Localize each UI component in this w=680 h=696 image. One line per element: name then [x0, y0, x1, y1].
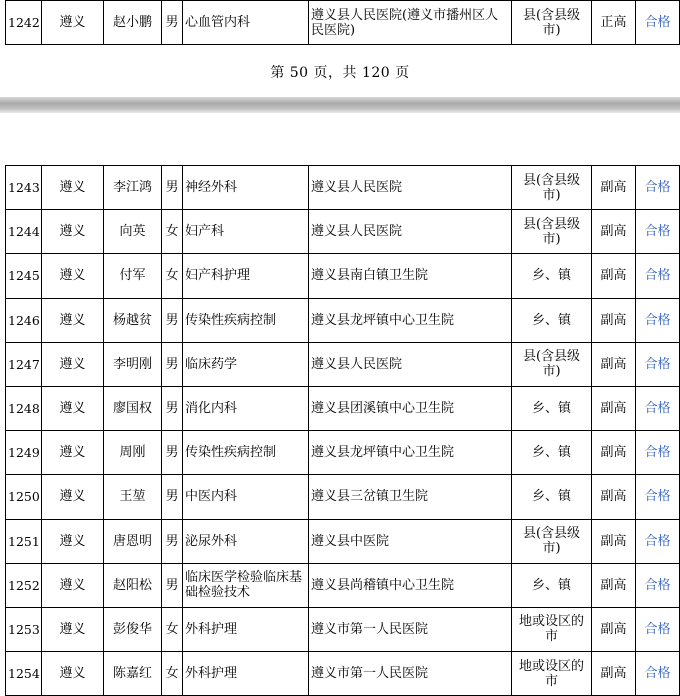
cell-result: 合格 [636, 298, 680, 342]
cell-person-name: 周刚 [104, 431, 162, 475]
cell-gender: 男 [162, 563, 183, 607]
cell-work-unit: 遵义县三岔镇卫生院 [309, 475, 512, 519]
results-table [5, 165, 680, 696]
cell-unit-level: 乡、镇 [512, 298, 592, 342]
cell-result: 合格 [636, 563, 680, 607]
cell-result: 合格 [636, 607, 680, 651]
table-row [6, 1, 680, 45]
cell-specialty: 消化内科 [183, 386, 309, 430]
cell-region: 遵义 [42, 431, 104, 475]
cell-title-level: 副高 [592, 652, 636, 696]
cell-region: 遵义 [42, 210, 104, 254]
cell-person-name: 李明刚 [104, 342, 162, 386]
cell-unit-level: 乡、镇 [512, 475, 592, 519]
cell-title-level: 副高 [592, 254, 636, 298]
cell-specialty: 心血管内科 [183, 1, 309, 45]
cell-serial-number: 1242 [6, 1, 42, 45]
cell-result: 合格 [636, 1, 680, 45]
cell-result: 合格 [636, 210, 680, 254]
cell-unit-level: 地或设区的市 [512, 652, 592, 696]
cell-work-unit: 遵义市第一人民医院 [309, 607, 512, 651]
cell-unit-level: 县(含县级市) [512, 519, 592, 563]
cell-result: 合格 [636, 475, 680, 519]
cell-specialty: 传染性疾病控制 [183, 298, 309, 342]
cell-serial-number: 1250 [6, 475, 42, 519]
cell-gender: 男 [162, 342, 183, 386]
cell-gender: 女 [162, 652, 183, 696]
cell-serial-number: 1254 [6, 652, 42, 696]
cell-result: 合格 [636, 386, 680, 430]
cell-work-unit: 遵义县龙坪镇中心卫生院 [309, 298, 512, 342]
cell-person-name: 唐恩明 [104, 519, 162, 563]
table-row [6, 519, 680, 563]
table-row [6, 652, 680, 696]
cell-gender: 男 [162, 166, 183, 210]
cell-serial-number: 1247 [6, 342, 42, 386]
cell-person-name: 王堃 [104, 475, 162, 519]
cell-title-level: 副高 [592, 298, 636, 342]
cell-region: 遵义 [42, 519, 104, 563]
cell-specialty: 外科护理 [183, 607, 309, 651]
cell-title-level: 副高 [592, 519, 636, 563]
cell-gender: 男 [162, 431, 183, 475]
cell-gender: 男 [162, 386, 183, 430]
cell-title-level: 正高 [592, 1, 636, 45]
cell-region: 遵义 [42, 166, 104, 210]
cell-work-unit: 遵义县人民医院 [309, 166, 512, 210]
cell-gender: 男 [162, 475, 183, 519]
cell-region: 遵义 [42, 386, 104, 430]
cell-region: 遵义 [42, 607, 104, 651]
cell-specialty: 临床医学检验临床基础检验技术 [183, 563, 309, 607]
cell-serial-number: 1248 [6, 386, 42, 430]
cell-work-unit: 遵义市第一人民医院 [309, 652, 512, 696]
cell-person-name: 廖国权 [104, 386, 162, 430]
cell-region: 遵义 [42, 652, 104, 696]
cell-specialty: 外科护理 [183, 652, 309, 696]
table-row [6, 166, 680, 210]
cell-person-name: 向英 [104, 210, 162, 254]
cell-result: 合格 [636, 431, 680, 475]
cell-work-unit: 遵义县中医院 [309, 519, 512, 563]
cell-work-unit: 遵义县龙坪镇中心卫生院 [309, 431, 512, 475]
cell-serial-number: 1249 [6, 431, 42, 475]
table-row [6, 431, 680, 475]
cell-person-name: 彭俊华 [104, 607, 162, 651]
cell-result: 合格 [636, 254, 680, 298]
cell-title-level: 副高 [592, 210, 636, 254]
cell-title-level: 副高 [592, 342, 636, 386]
cell-serial-number: 1245 [6, 254, 42, 298]
cell-serial-number: 1253 [6, 607, 42, 651]
cell-work-unit: 遵义县尚稽镇中心卫生院 [309, 563, 512, 607]
cell-result: 合格 [636, 166, 680, 210]
page-number: 第 50 页，共 120 页 [270, 65, 410, 81]
cell-serial-number: 1251 [6, 519, 42, 563]
cell-title-level: 副高 [592, 563, 636, 607]
cell-specialty: 传染性疾病控制 [183, 431, 309, 475]
cell-result: 合格 [636, 652, 680, 696]
cell-specialty: 中医内科 [183, 475, 309, 519]
cell-serial-number: 1252 [6, 563, 42, 607]
cell-unit-level: 乡、镇 [512, 431, 592, 475]
cell-title-level: 副高 [592, 607, 636, 651]
table-row [6, 386, 680, 430]
cell-region: 遵义 [42, 563, 104, 607]
cell-gender: 女 [162, 210, 183, 254]
cell-work-unit: 遵义县人民医院 [309, 210, 512, 254]
cell-work-unit: 遵义县人民医院(遵义市播州区人民医院) [309, 1, 512, 45]
cell-serial-number: 1243 [6, 166, 42, 210]
cell-unit-level: 县(含县级市) [512, 166, 592, 210]
cell-unit-level: 乡、镇 [512, 386, 592, 430]
table-row [6, 607, 680, 651]
table-row [6, 210, 680, 254]
cell-specialty: 妇产科护理 [183, 254, 309, 298]
cell-person-name: 赵小鹏 [104, 1, 162, 45]
cell-result: 合格 [636, 519, 680, 563]
cell-work-unit: 遵义县南白镇卫生院 [309, 254, 512, 298]
table-row [6, 475, 680, 519]
cell-specialty: 妇产科 [183, 210, 309, 254]
cell-title-level: 副高 [592, 475, 636, 519]
cell-unit-level: 地或设区的市 [512, 607, 592, 651]
cell-person-name: 李江鸿 [104, 166, 162, 210]
cell-gender: 男 [162, 1, 183, 45]
cell-specialty: 神经外科 [183, 166, 309, 210]
cell-region: 遵义 [42, 342, 104, 386]
cell-person-name: 杨越贫 [104, 298, 162, 342]
cell-specialty: 临床药学 [183, 342, 309, 386]
cell-serial-number: 1246 [6, 298, 42, 342]
cell-title-level: 副高 [592, 431, 636, 475]
cell-region: 遵义 [42, 475, 104, 519]
results-table-top [5, 0, 680, 45]
table-row [6, 563, 680, 607]
cell-serial-number: 1244 [6, 210, 42, 254]
table-row [6, 254, 680, 298]
cell-person-name: 付军 [104, 254, 162, 298]
cell-work-unit: 遵义县团溪镇中心卫生院 [309, 386, 512, 430]
cell-region: 遵义 [42, 298, 104, 342]
cell-title-level: 副高 [592, 166, 636, 210]
cell-unit-level: 县(含县级市) [512, 1, 592, 45]
cell-person-name: 陈嘉红 [104, 652, 162, 696]
cell-region: 遵义 [42, 254, 104, 298]
cell-unit-level: 乡、镇 [512, 254, 592, 298]
cell-work-unit: 遵义县人民医院 [309, 342, 512, 386]
table-row [6, 298, 680, 342]
cell-gender: 女 [162, 254, 183, 298]
cell-result: 合格 [636, 342, 680, 386]
cell-gender: 男 [162, 519, 183, 563]
cell-title-level: 副高 [592, 386, 636, 430]
cell-region: 遵义 [42, 1, 104, 45]
cell-unit-level: 乡、镇 [512, 563, 592, 607]
cell-unit-level: 县(含县级市) [512, 210, 592, 254]
cell-gender: 男 [162, 298, 183, 342]
page-break [0, 97, 680, 113]
table-row [6, 342, 680, 386]
cell-specialty: 泌尿外科 [183, 519, 309, 563]
cell-gender: 女 [162, 607, 183, 651]
cell-unit-level: 县(含县级市) [512, 342, 592, 386]
cell-person-name: 赵阳松 [104, 563, 162, 607]
